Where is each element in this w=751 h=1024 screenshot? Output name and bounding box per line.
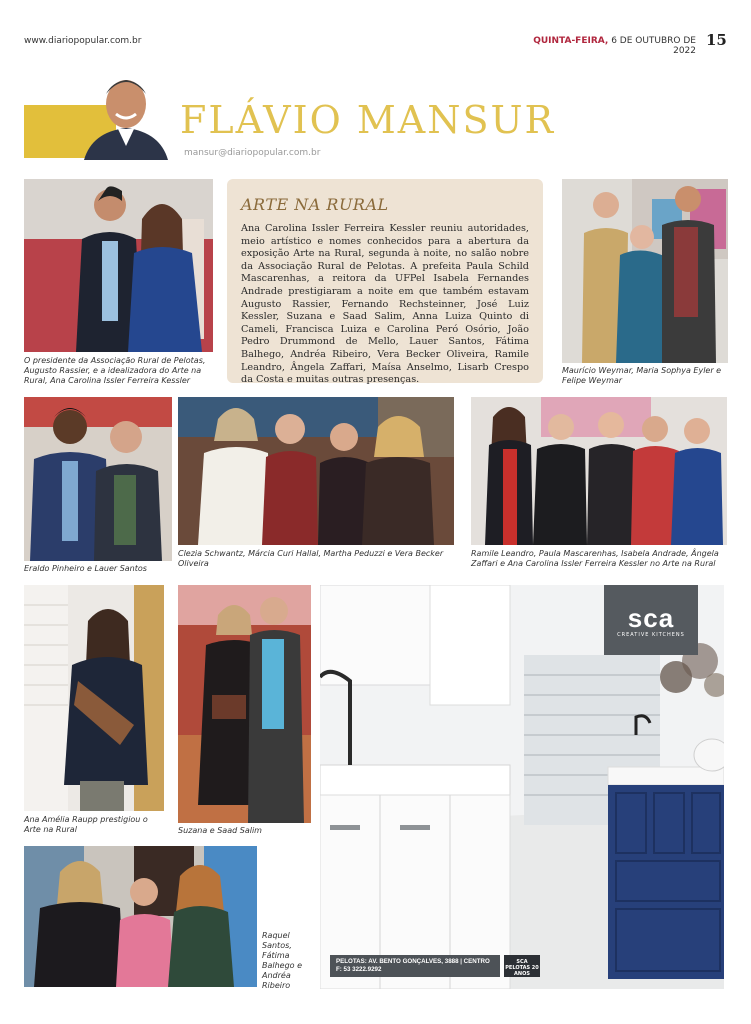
sca-brand: sca bbox=[627, 603, 675, 633]
caption-photo1: O presidente da Associação Rural de Pelotas, Augusto Rassier, e a idealizadora do Arte na Rural, Ana Carolina Issler Ferreira Kessler bbox=[24, 356, 206, 385]
photo-ana-amelia bbox=[24, 585, 164, 811]
columnist-portrait bbox=[74, 66, 174, 160]
sca-logo bbox=[604, 585, 698, 655]
caption-photo3: Eraldo Pinheiro e Lauer Santos bbox=[24, 564, 147, 573]
date: 6 DE OUTUBRO DE 2022 bbox=[611, 36, 696, 56]
sca-tagline: CREATIVE KITCHENS bbox=[617, 632, 685, 638]
caption-photo7: Suzana e Saad Salim bbox=[178, 826, 262, 835]
website-url[interactable]: www.diariopopular.com.br bbox=[24, 36, 142, 46]
column-email[interactable]: mansur@diariopopular.com.br bbox=[184, 148, 321, 158]
page-number: 15 bbox=[706, 31, 727, 49]
article-box bbox=[227, 179, 543, 386]
article-body: Ana Carolina Issler Ferreira Kessler reuniu autoridades, meio artístico e nomes conhecidos para a abertura da exposição Arte na Rural, segunda à noite, no salão nobre da Associação Rural de Pelotas. A prefeita Paula Schild Mascarenhas, a reitora da UFPel Isabela Fernandes Andrade prestigiaram a noite em que também estavam Augusto Rassier, Fernando Rechsteinner, José Luiz Kessler, Suzana e Saad Salim, Anna Luiza Quinto di Cameli, Francisca Luiza e Carolina Peró Osório, João Pedro Drummond de Mello, Lauer Santos, Fátima Balhego, Andréa Ribeiro, Vera Becker Oliveira, Ramile Leandro, Ângela Zaffari, Maísa Anselmo, Lisarb Crespo da Costa e muitas outras presenças. bbox=[241, 223, 529, 386]
caption-photo2: Maurício Weymar, Maria Sophya Eyler e Felipe Weymar bbox=[562, 366, 722, 385]
article-heading: ARTE NA RURAL bbox=[241, 195, 389, 214]
photo-three-women bbox=[24, 846, 257, 987]
sca-kitchen-advertisement[interactable] bbox=[320, 585, 724, 989]
caption-photo4: Clezia Schwantz, Márcia Curi Hallal, Martha Peduzzi e Vera Becker Oliveira bbox=[178, 549, 444, 568]
ad-anniversary-badge: SCA PELOTAS 20 ANOS bbox=[504, 955, 540, 977]
caption-photo6: Ana Amélia Raupp prestigiou o Arte na Rural bbox=[24, 815, 148, 834]
photo-rassier-kessler bbox=[24, 179, 213, 352]
caption-photo8: Raquel Santos, Fátima Balhego e Andréa Ribeiro bbox=[262, 931, 303, 990]
photo-five-women bbox=[471, 397, 727, 545]
photo-pinheiro-santos bbox=[24, 397, 172, 561]
ad-address-box bbox=[330, 955, 500, 977]
weekday: QUINTA-FEIRA, bbox=[533, 36, 609, 46]
edition-date bbox=[520, 36, 696, 56]
caption-photo5: Ramile Leandro, Paula Mascarenhas, Isabela Andrade, Ângela Zaffari e Ana Carolina Issler Ferreira Kessler no Arte na Rural bbox=[471, 549, 719, 568]
photo-four-women bbox=[178, 397, 454, 545]
photo-suzana-saad bbox=[178, 585, 311, 823]
photo-weymar-family bbox=[562, 179, 728, 363]
column-title: FLÁVIO MANSUR bbox=[180, 98, 556, 142]
ad-address-line2: F: 53 3222.9292 bbox=[336, 966, 382, 973]
ad-address-line1: PELOTAS: AV. BENTO GONÇALVES, 3888 | CENTRO bbox=[336, 958, 490, 965]
